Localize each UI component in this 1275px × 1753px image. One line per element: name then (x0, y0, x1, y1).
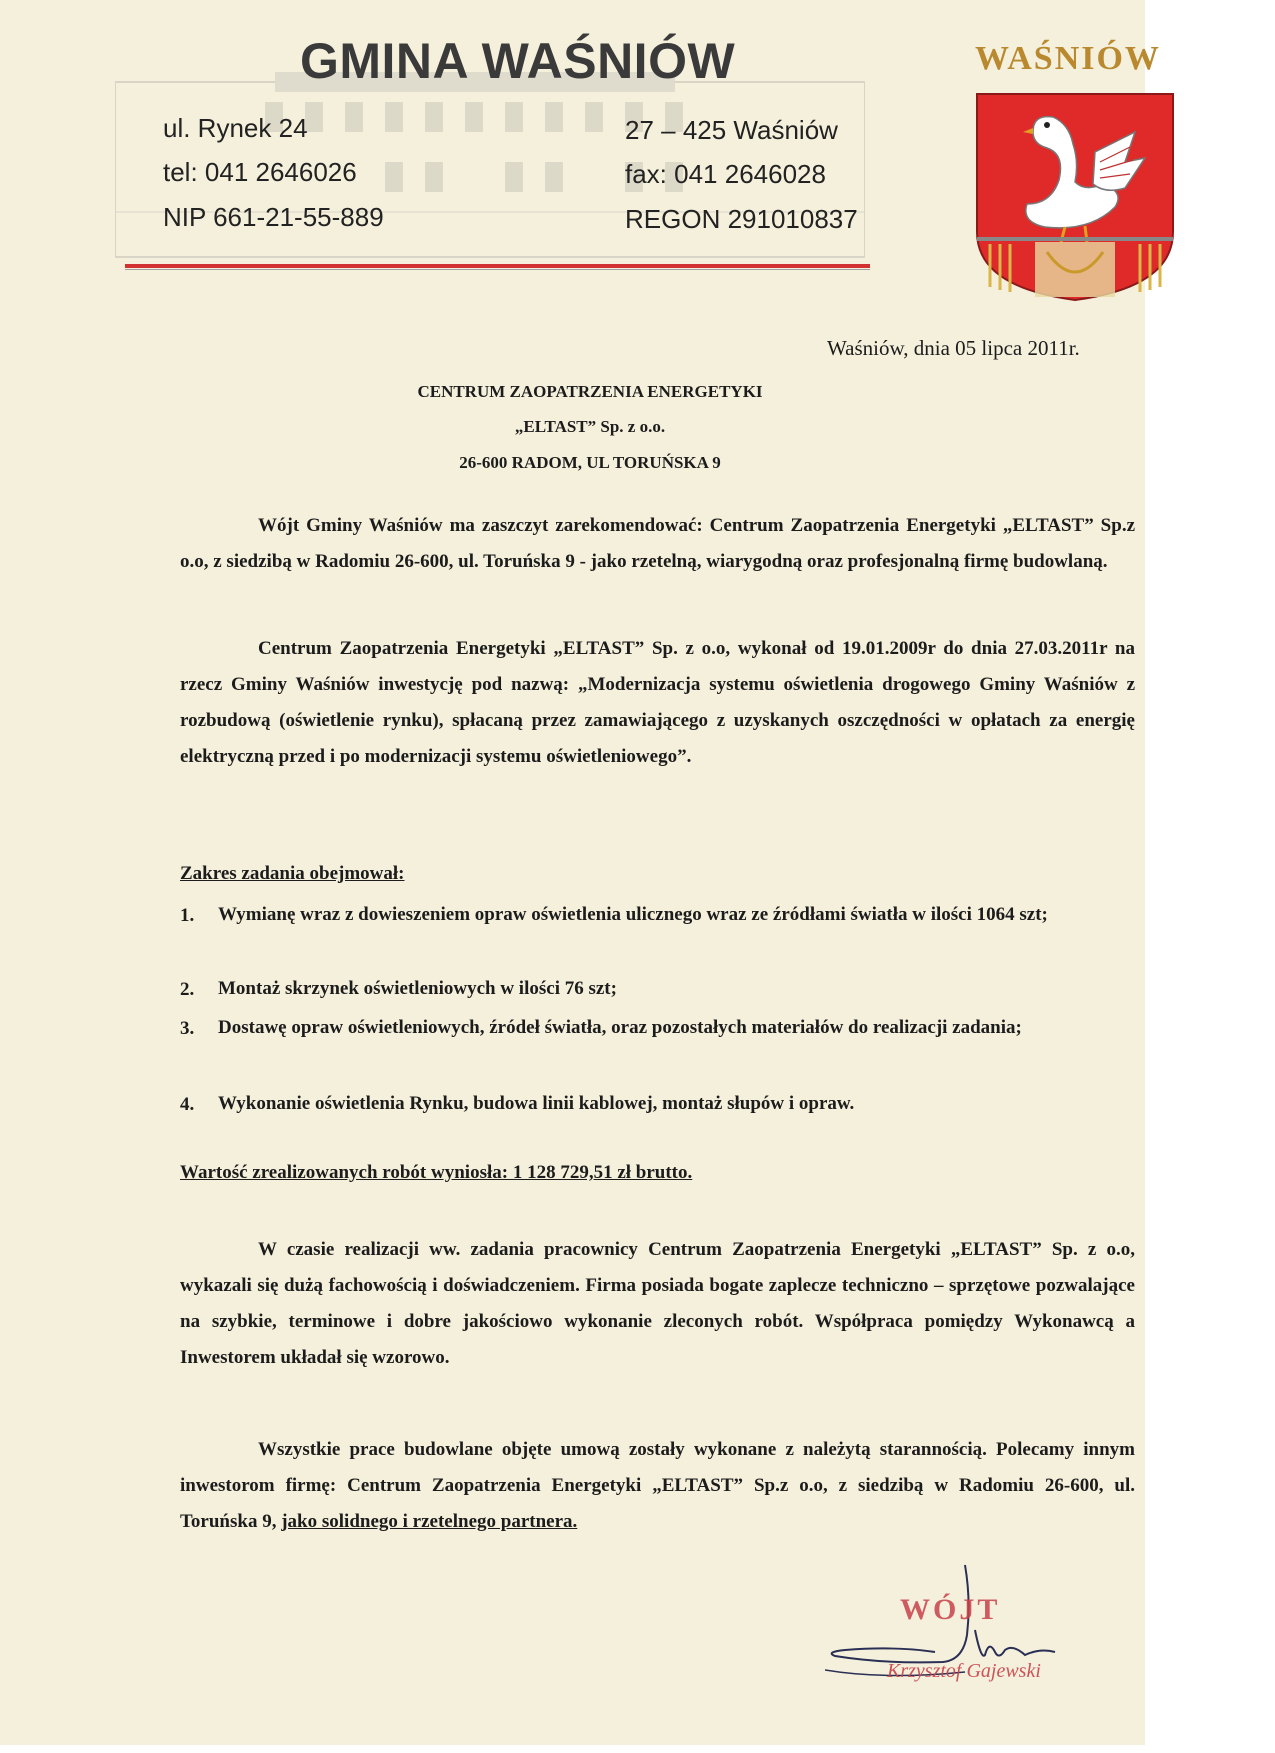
recommendation-paragraph: Wójt Gminy Waśniów ma zaszczyt zarekomendować: Centrum Zaopatrzenia Energetyki „ELTAST” Sp.z o.o, z siedzibą w Radomiu 26-600, ul. Toruńska 9 - jako rzetelną, wiarygodną oraz profesjonalną firmę budowlaną. (180, 515, 1135, 572)
coat-of-arms-icon (975, 92, 1175, 302)
signatory-title-stamp: WÓJT (900, 1593, 1001, 1626)
contract-value: Wartość zrealizowanych robót wyniosła: 1 128 729,51 zł brutto. (180, 1162, 693, 1183)
telephone: tel: 041 2646026 (163, 157, 357, 187)
scope-item-1-text: Wymianę wraz z dowieszeniem opraw oświetlenia ulicznego wraz ze źródłami światła w ilości 1064 szt; (218, 904, 1048, 925)
investment-paragraph: Centrum Zaopatrzenia Energetyki „ELTAST” Sp. z o.o, wykonał od 19.01.2009r do dnia 27.03.2011r na rzecz Gminy Waśniów inwestycję pod nazwą: „Modernizacja systemu oświetlenia drogowego Gminy Waśniów z rozbudową (oświetlenie rynku), spłacaną przez zamawiającego z uzyskanych oszczędności w opłatach za energię elektryczną przed i po modernizacji systemu oświetleniowego”. (180, 638, 1135, 767)
scope-item-3-text: Dostawę opraw oświetleniowych, źródeł światła, oraz pozostałych materiałów do realizacji zadania; (218, 1017, 1022, 1038)
recipient-company: „ELTAST” Sp. z o.o. (514, 417, 666, 436)
nip-number: NIP 661-21-55-889 (163, 202, 384, 232)
scan-bottom-margin (0, 1745, 1275, 1753)
crest-caption: WAŚNIÓW (975, 40, 1161, 77)
recipient-address: 26-600 RADOM, UL TORUŃSKA 9 (459, 453, 721, 472)
scope-item-2-number: 2. (180, 979, 195, 1000)
scope-item-2-text: Montaż skrzynek oświetleniowych w ilości 76 szt; (218, 978, 617, 999)
closing-paragraph (180, 1432, 1135, 1540)
municipality-title: GMINA WAŚNIÓW (300, 33, 736, 89)
header-divider-shadow (125, 269, 870, 270)
closing-partner-phrase: jako solidnego i rzetelnego partnera. (281, 1511, 578, 1532)
signatory-name-stamp: Krzysztof Gajewski (887, 1660, 1041, 1682)
scope-item-4-text: Wykonanie oświetlenia Rynku, budowa linii kablowej, montaż słupów i opraw. (218, 1093, 855, 1114)
scope-heading: Zakres zadania obejmował: (180, 863, 405, 884)
closing-text: Wszystkie prace budowlane objęte umową zostały wykonane z należytą starannością. Polecamy innym inwestorom firmę: Centrum Zaopatrzenia Energetyki „ELTAST” Sp.z o.o, z siedzibą w Radomiu 26-600, ul. Toruńska 9, (180, 1439, 1135, 1532)
performance-paragraph: W czasie realizacji ww. zadania pracownicy Centrum Zaopatrzenia Energetyki „ELTAST” Sp. z o.o, wykazali się dużą fachowością i doświadczeniem. Firma posiada bogate zaplecze techniczno – sprzętowe pozwalające na szybkie, terminowe i dobre jakościowo wykonanie zleconych robót. Współpraca pomiędzy Wykonawcą a Inwestorem układał się wzorowo. (180, 1239, 1135, 1368)
scope-item-1-number: 1. (180, 905, 195, 926)
recipient-name: CENTRUM ZAOPATRZENIA ENERGETYKI (417, 382, 763, 401)
letter-date: Waśniów, dnia 05 lipca 2011r. (827, 336, 1080, 360)
street-address: ul. Rynek 24 (163, 113, 308, 143)
postal-address: 27 – 425 Waśniów (625, 115, 838, 145)
header-divider (125, 264, 870, 268)
regon-number: REGON 291010837 (625, 204, 858, 234)
scope-item-4-number: 4. (180, 1094, 195, 1115)
fax: fax: 041 2646028 (625, 159, 826, 189)
scope-item-3-number: 3. (180, 1018, 195, 1039)
